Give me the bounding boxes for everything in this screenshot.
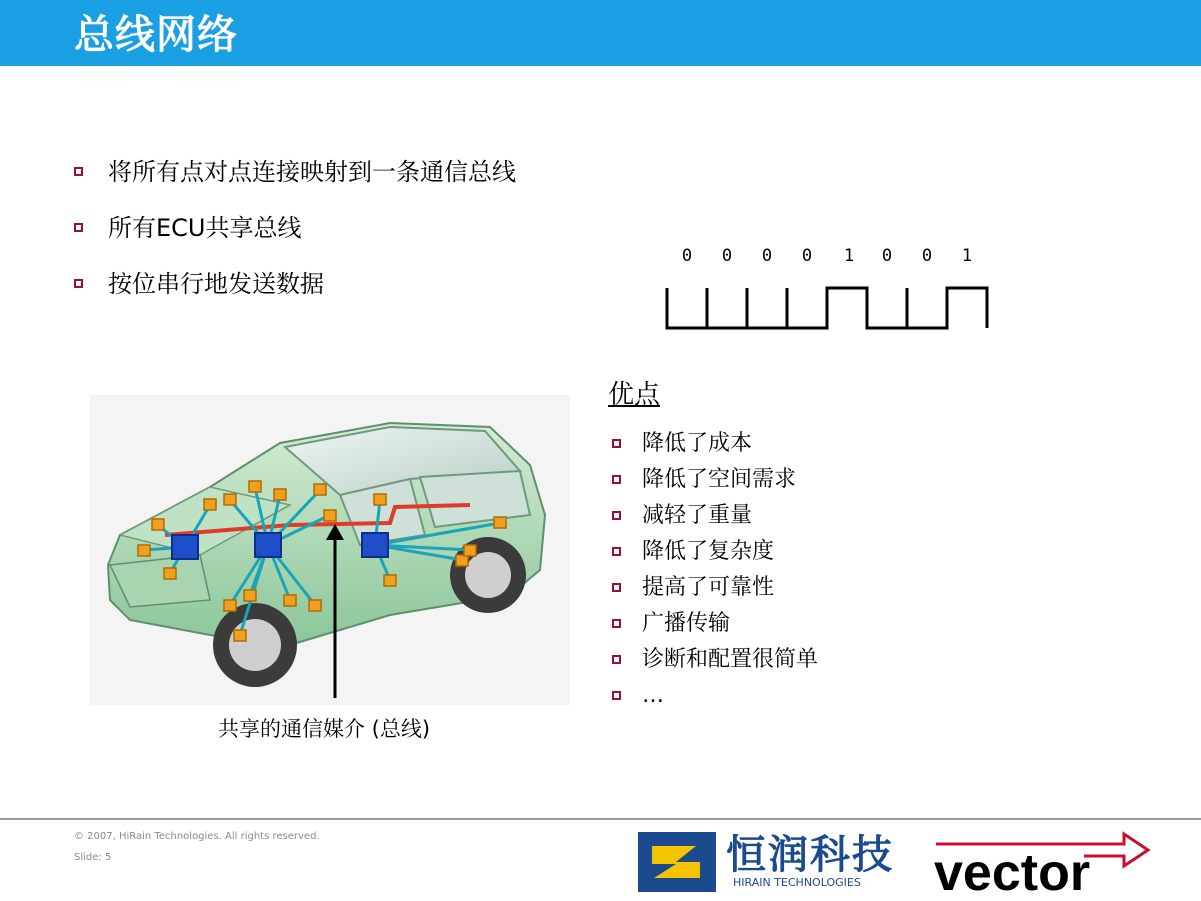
figure-caption: 共享的通信媒介 (总线): [218, 717, 431, 741]
bit-label: 1: [961, 246, 973, 266]
vector-wordmark: vector: [934, 844, 1091, 896]
bit-label: 0: [761, 246, 773, 266]
advantage-text: 降低了成本: [642, 431, 753, 456]
bit-label: 0: [801, 246, 813, 266]
bullet-text: 所有ECU共享总线: [108, 214, 302, 242]
advantage-text: 诊断和配置很简单: [642, 647, 819, 672]
bit-label: 0: [681, 246, 693, 266]
footer-divider: [0, 818, 1201, 820]
bit-label: 0: [921, 246, 933, 266]
square-bullet-icon: [612, 691, 621, 700]
bit-label: 0: [881, 246, 893, 266]
hirain-logo: [638, 832, 716, 892]
bullet-text: 按位串行地发送数据: [108, 270, 324, 298]
square-bullet-icon: [612, 475, 621, 484]
bit-sequence: [672, 246, 992, 266]
square-bullet-icon: [612, 547, 621, 556]
advantages-title: 优点: [608, 380, 661, 410]
bit-waveform: [660, 280, 1000, 334]
square-bullet-icon: [74, 223, 83, 232]
advantage-text: 提高了可靠性: [642, 575, 775, 600]
square-bullet-icon: [612, 619, 621, 628]
slide-number: Slide: 5: [74, 852, 112, 863]
square-bullet-icon: [612, 655, 621, 664]
square-bullet-icon: [612, 583, 621, 592]
bullet-text: 将所有点对点连接映射到一条通信总线: [108, 158, 516, 186]
square-bullet-icon: [612, 439, 621, 448]
bit-label: 1: [843, 246, 855, 266]
vector-logo: [934, 826, 1154, 896]
square-bullet-icon: [74, 167, 83, 176]
square-bullet-icon: [612, 511, 621, 520]
hirain-wordmark: 恒润科技: [726, 832, 894, 878]
advantage-text: 广播传输: [642, 611, 731, 636]
advantage-text: 降低了复杂度: [642, 539, 775, 564]
advantage-text: …: [642, 683, 664, 708]
copyright-text: © 2007, HiRain Technologies. All rights reserved.: [74, 831, 320, 842]
advantage-text: 减轻了重量: [642, 503, 753, 528]
hirain-subtitle: HIRAIN TECHNOLOGIES: [733, 876, 861, 889]
advantage-text: 降低了空间需求: [642, 467, 797, 492]
bit-label: 0: [721, 246, 733, 266]
page-title: 总线网络: [74, 12, 238, 58]
bus-pointer-arrow: [320, 520, 350, 702]
square-bullet-icon: [74, 279, 83, 288]
